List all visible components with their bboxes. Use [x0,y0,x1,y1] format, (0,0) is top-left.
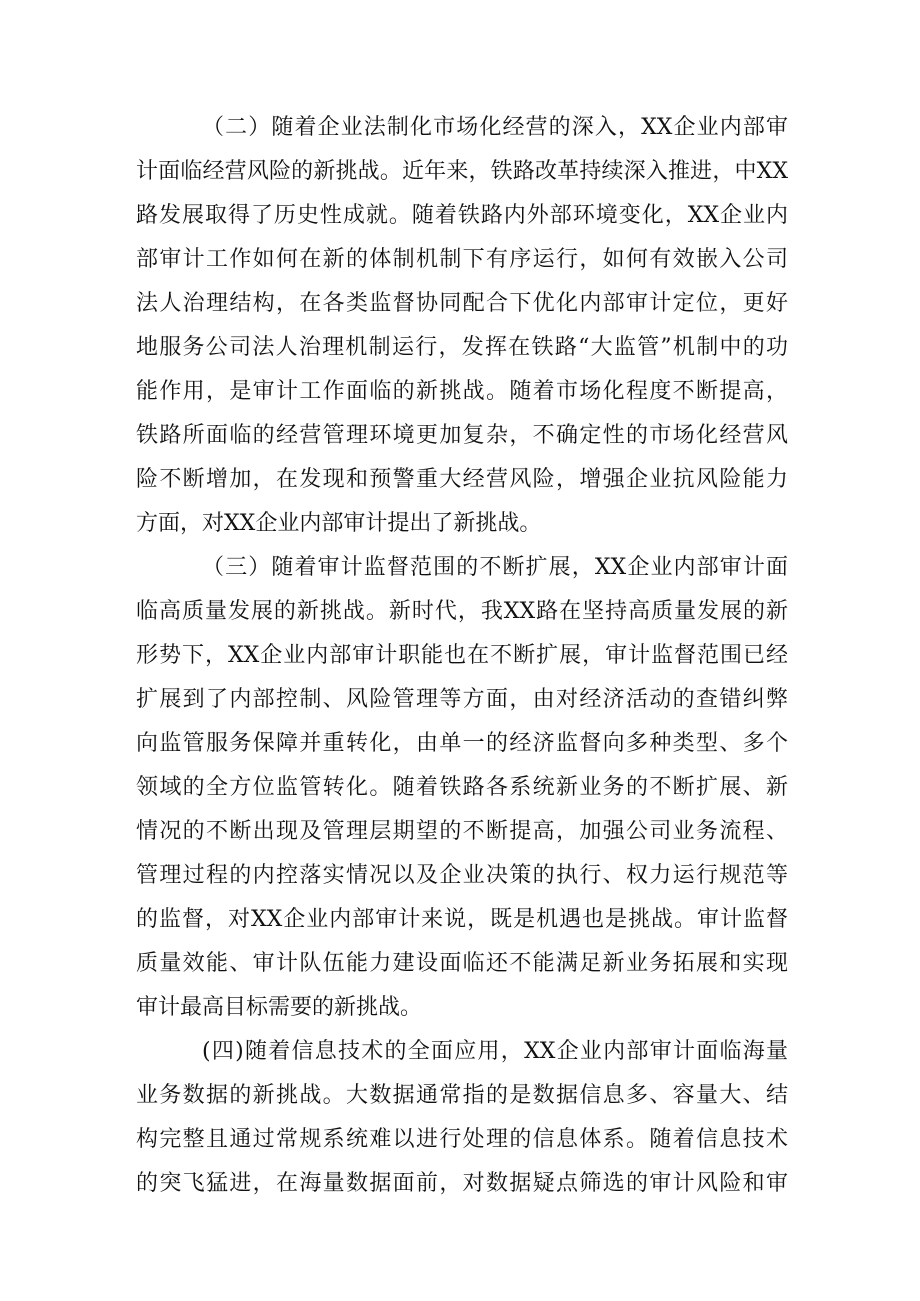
text-line: 审计最高目标需要的新挑战。 [136,995,423,1020]
document-page [136,106,788,1206]
text-line: 险不断增加，在发现和预警重大经营风险，增强企业抗风险能力 [136,467,788,492]
text-line: 构完整且通过常规系统难以进行处理的信息体系。随着信息技术 [136,1127,788,1152]
text-line: 路发展取得了历史性成就。随着铁路内外部环境变化，XX企业内 [136,203,788,228]
paragraph-2 [136,106,788,546]
text-line: （二）随着企业法制化市场化经营的深入，XX企业内部审 [202,115,788,140]
text-line: 向监管服务保障并重转化，由单一的经济监督向多种类型、多个 [136,731,788,756]
text-line: (四)随着信息技术的全面应用，XX企业内部审计面临海量 [202,1039,788,1064]
text-line: 形势下，XX企业内部审计职能也在不断扩展，审计监督范围已经 [136,643,788,668]
text-line: 情况的不断出现及管理层期望的不断提高，加强公司业务流程、 [136,819,788,844]
text-line: 扩展到了内部控制、风险管理等方面，由对经济活动的查错纠弊 [136,687,788,712]
text-line: 方面，对XX企业内部审计提出了新挑战。 [136,511,542,536]
paragraph-4 [136,1030,788,1206]
text-line: 法人治理结构，在各类监督协同配合下优化内部审计定位，更好 [136,291,788,316]
text-line: 地服务公司法人治理机制运行，发挥在铁路“大监管”机制中的功 [136,335,788,360]
text-line: 临高质量发展的新挑战。新时代，我XX路在坚持高质量发展的新 [136,599,788,624]
text-line: 能作用，是审计工作面临的新挑战。随着市场化程度不断提高， [136,379,788,404]
text-line: 的突飞猛进，在海量数据面前，对数据疑点筛选的审计风险和审 [136,1171,788,1196]
text-line: 部审计工作如何在新的体制机制下有序运行，如何有效嵌入公司 [136,247,788,272]
text-line: 业务数据的新挑战。大数据通常指的是数据信息多、容量大、结 [136,1083,788,1108]
text-line: 领域的全方位监管转化。随着铁路各系统新业务的不断扩展、新 [136,775,788,800]
text-line: 质量效能、审计队伍能力建设面临还不能满足新业务拓展和实现 [136,951,788,976]
text-line: 管理过程的内控落实情况以及企业决策的执行、权力运行规范等 [136,863,788,888]
text-line: 的监督，对XX企业内部审计来说，既是机遇也是挑战。审计监督 [136,907,788,932]
paragraph-3 [136,546,788,1030]
text-line: 铁路所面临的经营管理环境更加复杂，不确定性的市场化经营风 [136,423,788,448]
text-line: 计面临经营风险的新挑战。近年来，铁路改革持续深入推进，中XX [136,159,788,184]
text-line: （三）随着审计监督范围的不断扩展，XX企业内部审计面 [202,555,788,580]
